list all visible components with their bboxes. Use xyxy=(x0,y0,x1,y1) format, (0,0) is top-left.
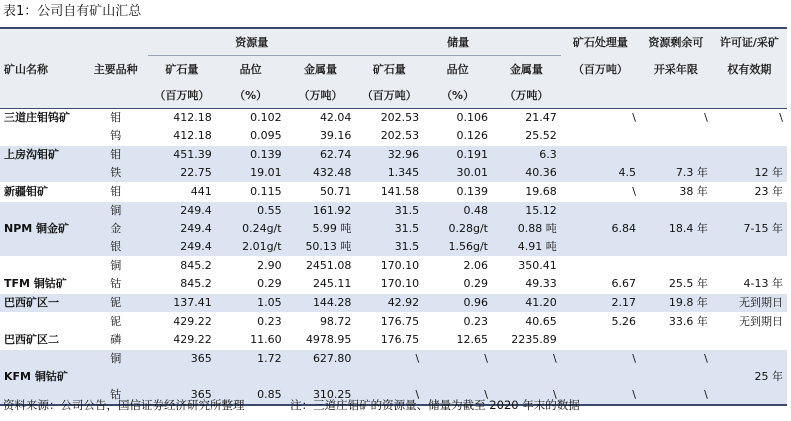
cell-rsv-grade: 12.65 xyxy=(456,333,488,346)
cell-res-metal: 4978.95 xyxy=(305,333,352,346)
cell-res-grade: 0.55 xyxy=(216,202,286,221)
cell-rsv-metal: 2235.89 xyxy=(511,333,557,346)
cell-res-grade xyxy=(216,368,286,386)
cell-life xyxy=(640,238,712,257)
cell-res-grade: 1.05 xyxy=(216,294,286,313)
cell-res-grade: 19.01 xyxy=(216,164,286,183)
header-rsv-metal: 金属量 xyxy=(492,56,561,83)
cell-permit xyxy=(712,386,787,405)
cell-life: 19.8 年 xyxy=(640,294,712,313)
cell-rsv-ore: 176.75 xyxy=(355,313,423,332)
cell-mine: TFM 铜钴矿 xyxy=(4,277,67,290)
cell-product: 铜 xyxy=(83,257,148,276)
table-row xyxy=(0,220,787,238)
cell-rsv-metal: 15.12 xyxy=(492,202,561,221)
table-title: 表1：公司自有矿山汇总 xyxy=(3,4,142,19)
cell-rsv-ore: 202.53 xyxy=(380,129,420,142)
cell-life xyxy=(640,146,712,165)
cell-capacity xyxy=(561,146,640,165)
cell-rsv-ore: 31.5 xyxy=(355,238,423,257)
cell-res-grade: 0.115 xyxy=(216,183,286,202)
cell-rsv-grade: 0.48 xyxy=(423,202,492,221)
cell-mine xyxy=(0,257,83,276)
cell-res-ore: 249.4 xyxy=(148,202,216,221)
cell-res-grade: 2.01g/t xyxy=(216,238,286,257)
cell-res-grade: 2.90 xyxy=(216,257,286,276)
table-row xyxy=(0,350,787,369)
cell-product: 铜 xyxy=(83,202,148,221)
cell-rsv-metal: 25.52 xyxy=(525,129,557,142)
cell-mine: 新疆钼矿 xyxy=(0,183,83,202)
cell-permit: 7-15 年 xyxy=(712,220,787,238)
cell-capacity: 6.67 xyxy=(611,277,636,290)
cell-capacity xyxy=(561,238,640,257)
cell-mine: KFM 铜钴矿 xyxy=(0,368,83,386)
cell-product: 钨 xyxy=(110,129,122,142)
cell-rsv-ore: \ xyxy=(355,386,423,405)
cell-product: 金 xyxy=(83,220,148,238)
cell-res-ore: 249.4 xyxy=(148,238,216,257)
cell-rsv-grade: 0.191 xyxy=(423,146,492,165)
cell-product: 钼 xyxy=(83,183,148,202)
cell-res-metal: 39.16 xyxy=(319,129,352,142)
cell-rsv-ore: 1.345 xyxy=(355,164,423,183)
cell-mine xyxy=(0,350,83,369)
table-row xyxy=(0,294,787,313)
header-permit-l1: 许可证/采矿 xyxy=(712,28,787,56)
cell-res-ore: 845.2 xyxy=(180,277,212,290)
cell-mine xyxy=(0,313,83,332)
cell-rsv-metal: 40.36 xyxy=(492,164,561,183)
cell-mine: 巴西矿区一 xyxy=(0,294,83,313)
cell-res-grade: 0.095 xyxy=(250,129,282,142)
cell-product: 铌 xyxy=(83,294,148,313)
cell-rsv-ore: 31.5 xyxy=(355,202,423,221)
cell-life: 33.6 年 xyxy=(640,313,712,332)
cell-res-grade: 11.60 xyxy=(250,333,282,346)
cell-rsv-ore: 170.10 xyxy=(380,277,420,290)
cell-life xyxy=(640,257,712,276)
header-mine-name xyxy=(0,28,83,56)
cell-rsv-ore: 42.92 xyxy=(355,294,423,313)
cell-permit: 25 年 xyxy=(712,368,787,386)
cell-rsv-grade: 30.01 xyxy=(423,164,492,183)
cell-permit: 4-13 年 xyxy=(743,277,783,290)
header-group-resources: 资源量 xyxy=(148,28,355,56)
table-row xyxy=(0,238,787,257)
cell-res-ore: 451.39 xyxy=(148,146,216,165)
cell-rsv-ore: 176.75 xyxy=(380,333,420,346)
table-row xyxy=(0,127,787,146)
table-row xyxy=(0,331,787,350)
cell-capacity: 4.5 xyxy=(561,164,640,183)
header-res-metal-unit: （万吨） xyxy=(286,82,356,109)
cell-rsv-grade: 1.56g/t xyxy=(423,238,492,257)
cell-res-metal: 50.71 xyxy=(286,183,356,202)
cell-res-grade: 0.24g/t xyxy=(216,220,286,238)
cell-mine: 上房沟钼矿 xyxy=(0,146,83,165)
cell-life: \ xyxy=(640,386,712,405)
cell-mine xyxy=(0,127,83,146)
cell-permit xyxy=(712,202,787,221)
table-row xyxy=(0,109,787,128)
cell-rsv-ore: 31.5 xyxy=(355,220,423,238)
header-res-ore-unit: （百万吨） xyxy=(148,82,216,109)
header-rsv-grade: 品位 xyxy=(423,56,492,83)
cell-res-metal: 627.80 xyxy=(286,350,356,369)
cell-capacity: 2.17 xyxy=(561,294,640,313)
cell-res-ore: 845.2 xyxy=(148,257,216,276)
table-row xyxy=(0,164,787,183)
cell-res-metal: 42.04 xyxy=(319,111,352,124)
cell-res-metal xyxy=(286,368,356,386)
mines-table xyxy=(0,27,787,406)
cell-res-grade: 0.29 xyxy=(257,277,282,290)
cell-capacity xyxy=(561,202,640,221)
cell-rsv-grade: 0.106 xyxy=(456,111,488,124)
cell-permit xyxy=(712,257,787,276)
header-group-reserves: 储量 xyxy=(355,28,560,56)
cell-rsv-grade: \ xyxy=(423,386,492,405)
table-row xyxy=(0,275,787,294)
cell-permit xyxy=(712,238,787,257)
cell-rsv-ore: 32.96 xyxy=(355,146,423,165)
cell-life: 25.5 年 xyxy=(668,277,708,290)
header-res-grade: 品位 xyxy=(216,56,286,83)
header-rsv-ore: 矿石量 xyxy=(355,56,423,83)
cell-res-ore: 22.75 xyxy=(148,164,216,183)
cell-product: 钼 xyxy=(83,146,148,165)
table-row xyxy=(0,313,787,332)
cell-rsv-ore: 141.58 xyxy=(355,183,423,202)
header-life-l2: 开采年限 xyxy=(640,56,712,83)
cell-mine: NPM 铜金矿 xyxy=(0,220,83,238)
cell-capacity xyxy=(561,331,640,350)
cell-res-ore: 365 xyxy=(148,386,216,405)
cell-permit: 23 年 xyxy=(712,183,787,202)
footnote: 注：三道庄钼矿的资源量、储量为截至 2020 年末的数据 xyxy=(290,398,580,412)
header-life-l1: 资源剩余可 xyxy=(640,28,712,56)
cell-res-ore: 441 xyxy=(148,183,216,202)
cell-res-ore: 429.22 xyxy=(173,333,212,346)
cell-permit: 无到期日 xyxy=(712,313,787,332)
cell-life xyxy=(640,331,712,350)
cell-rsv-grade: 0.23 xyxy=(423,313,492,332)
header-capacity-l2: （百万吨） xyxy=(561,56,640,83)
cell-capacity: 5.26 xyxy=(561,313,640,332)
table-row xyxy=(0,202,787,221)
cell-product: 钴 xyxy=(83,386,148,405)
cell-res-grade: 0.85 xyxy=(216,386,286,405)
cell-permit: 无到期日 xyxy=(712,294,787,313)
cell-res-grade: 0.23 xyxy=(216,313,286,332)
footer xyxy=(3,397,580,413)
cell-res-metal: 50.13 吨 xyxy=(286,238,356,257)
header-res-metal: 金属量 xyxy=(286,56,356,83)
table-row xyxy=(0,146,787,165)
cell-life: \ xyxy=(704,111,708,124)
cell-capacity: \ xyxy=(632,111,636,124)
cell-res-grade: 0.102 xyxy=(250,111,282,124)
cell-product: 铁 xyxy=(83,164,148,183)
cell-product: 钴 xyxy=(110,277,122,290)
cell-rsv-metal: 41.20 xyxy=(492,294,561,313)
cell-capacity xyxy=(561,368,640,386)
cell-rsv-ore: 202.53 xyxy=(380,111,420,124)
cell-rsv-metal: \ xyxy=(492,350,561,369)
cell-permit xyxy=(712,350,787,369)
cell-res-ore: 365 xyxy=(148,350,216,369)
cell-rsv-metal xyxy=(492,368,561,386)
cell-rsv-grade xyxy=(423,368,492,386)
cell-life xyxy=(640,127,712,146)
cell-rsv-ore xyxy=(355,368,423,386)
cell-res-ore: 137.41 xyxy=(148,294,216,313)
cell-rsv-metal: 0.88 吨 xyxy=(492,220,561,238)
cell-rsv-metal: 6.3 xyxy=(492,146,561,165)
header-product: 主要品种 xyxy=(83,56,148,83)
cell-res-ore: 412.18 xyxy=(173,111,212,124)
cell-life xyxy=(640,368,712,386)
cell-product: 磷 xyxy=(110,333,122,346)
header-rsv-ore-unit: （百万吨） xyxy=(355,82,423,109)
cell-rsv-grade: 0.96 xyxy=(423,294,492,313)
cell-rsv-grade: 0.126 xyxy=(456,129,488,142)
header-mine: 矿山名称 xyxy=(0,56,83,83)
cell-rsv-grade: \ xyxy=(423,350,492,369)
header-rsv-metal-unit: （万吨） xyxy=(492,82,561,109)
cell-res-ore: 249.4 xyxy=(148,220,216,238)
table-body xyxy=(0,109,787,406)
cell-capacity: \ xyxy=(561,350,640,369)
cell-rsv-grade: 2.06 xyxy=(423,257,492,276)
source-note: 资料来源：公司公告，国信证券经济研究所整理 xyxy=(3,398,245,412)
header-res-grade-unit: （%） xyxy=(216,82,286,109)
cell-permit xyxy=(712,331,787,350)
cell-res-metal: 432.48 xyxy=(286,164,356,183)
cell-res-metal: 144.28 xyxy=(286,294,356,313)
cell-life xyxy=(640,202,712,221)
cell-capacity: \ xyxy=(561,386,640,405)
cell-res-metal: 5.99 吨 xyxy=(286,220,356,238)
cell-res-metal: 2451.08 xyxy=(286,257,356,276)
cell-res-ore xyxy=(148,368,216,386)
cell-permit: \ xyxy=(779,111,783,124)
cell-rsv-metal: 21.47 xyxy=(525,111,557,124)
cell-rsv-grade: 0.139 xyxy=(423,183,492,202)
cell-res-grade: 0.139 xyxy=(216,146,286,165)
cell-rsv-metal: 49.33 xyxy=(525,277,557,290)
cell-permit xyxy=(712,146,787,165)
cell-capacity xyxy=(561,127,640,146)
cell-mine xyxy=(0,202,83,221)
cell-res-metal: 161.92 xyxy=(286,202,356,221)
header-permit-l2: 权有效期 xyxy=(712,56,787,83)
cell-rsv-metal: 19.68 xyxy=(492,183,561,202)
cell-product: 银 xyxy=(83,238,148,257)
cell-product: 铜 xyxy=(83,350,148,369)
cell-mine: 巴西矿区二 xyxy=(4,333,59,346)
cell-rsv-grade: 0.28g/t xyxy=(423,220,492,238)
header-capacity-l1: 矿石处理量 xyxy=(561,28,640,56)
cell-res-metal: 98.72 xyxy=(286,313,356,332)
cell-mine xyxy=(0,238,83,257)
cell-life: 18.4 年 xyxy=(640,220,712,238)
cell-product xyxy=(83,368,148,386)
cell-rsv-metal: 40.65 xyxy=(492,313,561,332)
cell-product: 铌 xyxy=(83,313,148,332)
cell-res-ore: 412.18 xyxy=(173,129,212,142)
header-res-ore: 矿石量 xyxy=(148,56,216,83)
cell-res-ore: 429.22 xyxy=(148,313,216,332)
cell-rsv-ore: \ xyxy=(355,350,423,369)
cell-capacity: 6.84 xyxy=(561,220,640,238)
cell-rsv-ore: 170.10 xyxy=(355,257,423,276)
cell-rsv-metal: \ xyxy=(492,386,561,405)
header-rsv-grade-unit: （%） xyxy=(423,82,492,109)
cell-res-metal: 62.74 xyxy=(286,146,356,165)
cell-capacity: \ xyxy=(561,183,640,202)
cell-rsv-metal: 4.91 吨 xyxy=(492,238,561,257)
cell-permit xyxy=(712,127,787,146)
cell-mine: 三道庄钼钨矿 xyxy=(4,111,70,124)
cell-product: 钼 xyxy=(110,111,122,124)
table-row xyxy=(0,183,787,202)
cell-capacity xyxy=(561,257,640,276)
cell-rsv-grade: 0.29 xyxy=(463,277,488,290)
cell-permit: 12 年 xyxy=(712,164,787,183)
cell-mine xyxy=(0,164,83,183)
table-row xyxy=(0,257,787,276)
cell-life: 38 年 xyxy=(640,183,712,202)
cell-rsv-metal: 350.41 xyxy=(492,257,561,276)
cell-life: \ xyxy=(640,350,712,369)
cell-res-metal: 245.11 xyxy=(312,277,352,290)
table-row xyxy=(0,368,787,386)
cell-res-grade: 1.72 xyxy=(216,350,286,369)
cell-life: 7.3 年 xyxy=(640,164,712,183)
cell-res-metal: 310.25 xyxy=(286,386,356,405)
